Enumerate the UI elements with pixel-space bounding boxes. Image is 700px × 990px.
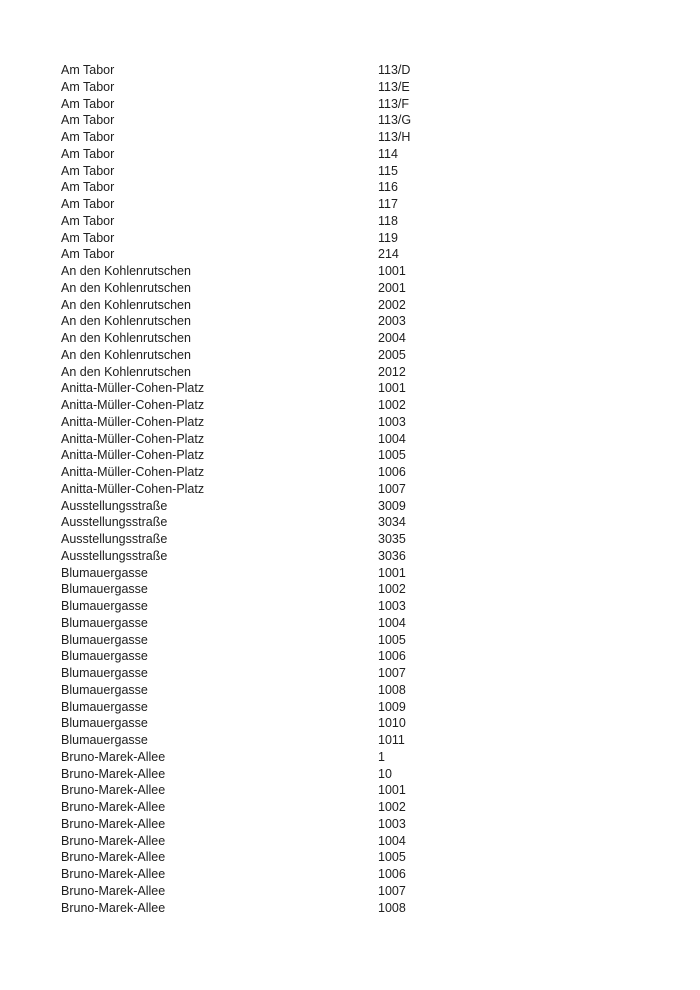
list-row <box>61 782 660 799</box>
street-name: Ausstellungsstraße <box>61 548 168 563</box>
street-name: Bruno-Marek-Allee <box>61 867 166 881</box>
street-name: Am Tabor <box>61 113 115 128</box>
house-number: 1006 <box>378 649 406 664</box>
list-row <box>61 112 660 129</box>
house-number: 1010 <box>378 716 406 731</box>
list-row <box>61 699 660 716</box>
house-number: 1003 <box>378 599 406 613</box>
house-number: 1009 <box>378 699 406 714</box>
street-name: An den Kohlenrutschen <box>61 314 191 329</box>
house-number: 113/F <box>378 96 410 111</box>
street-name: Blumauergasse <box>61 682 148 697</box>
street-name: Blumauergasse <box>61 649 148 664</box>
street-name: An den Kohlenrutschen <box>61 280 191 295</box>
street-name: Anitta-Müller-Cohen-Platz <box>61 398 205 412</box>
list-row <box>61 531 660 548</box>
house-number: 1004 <box>378 615 406 630</box>
house-number: 3009 <box>378 498 406 513</box>
street-name: Bruno-Marek-Allee <box>61 833 166 848</box>
house-number: 1002 <box>378 582 406 597</box>
list-row <box>61 849 660 866</box>
list-row <box>61 146 660 163</box>
street-name: Blumauergasse <box>61 615 148 630</box>
list-row <box>61 414 660 431</box>
list-row <box>61 96 660 113</box>
house-number: 115 <box>378 163 398 178</box>
list-row <box>61 263 660 280</box>
house-number: 1008 <box>378 682 406 697</box>
list-row <box>61 280 660 297</box>
list-row <box>61 732 660 749</box>
list-row <box>61 447 660 464</box>
list-row <box>61 129 660 146</box>
house-number: 1005 <box>378 632 406 647</box>
list-row <box>61 498 660 515</box>
house-number: 2003 <box>378 314 406 329</box>
house-number: 1005 <box>378 448 406 463</box>
list-row <box>61 766 660 783</box>
house-number: 1006 <box>378 465 406 479</box>
list-row <box>61 749 660 766</box>
street-name: Am Tabor <box>61 96 115 111</box>
street-name: Bruno-Marek-Allee <box>61 800 166 814</box>
street-name: Am Tabor <box>61 146 115 161</box>
house-number: 3034 <box>378 515 406 530</box>
street-name: Anitta-Müller-Cohen-Platz <box>61 414 205 429</box>
list-row <box>61 464 660 481</box>
list-row <box>61 682 660 699</box>
house-number: 1011 <box>378 733 405 747</box>
list-row <box>61 380 660 397</box>
house-number: 1 <box>378 749 385 764</box>
house-number: 114 <box>378 146 398 161</box>
street-name: Blumauergasse <box>61 582 148 597</box>
list-row <box>61 397 660 414</box>
house-number: 1007 <box>378 666 406 680</box>
list-row <box>61 163 660 180</box>
street-name: Bruno-Marek-Allee <box>61 883 166 898</box>
house-number: 1001 <box>378 565 406 580</box>
street-name: Blumauergasse <box>61 599 148 613</box>
list-row <box>61 330 660 347</box>
street-name: Am Tabor <box>61 213 115 228</box>
street-number-list <box>61 62 660 916</box>
house-number: 113/E <box>378 79 410 94</box>
house-number: 1007 <box>378 481 406 496</box>
street-name: An den Kohlenrutschen <box>61 297 191 312</box>
list-row <box>61 598 660 615</box>
street-name: An den Kohlenrutschen <box>61 264 191 278</box>
street-name: Anitta-Müller-Cohen-Platz <box>61 381 205 396</box>
list-row <box>61 364 660 381</box>
list-row <box>61 179 660 196</box>
list-row <box>61 883 660 900</box>
list-row <box>61 632 660 649</box>
house-number: 3036 <box>378 548 406 563</box>
street-name: Ausstellungsstraße <box>61 498 168 513</box>
house-number: 214 <box>378 247 399 262</box>
street-name: Am Tabor <box>61 130 115 144</box>
house-number: 1002 <box>378 398 406 412</box>
street-name: Am Tabor <box>61 197 115 211</box>
list-row <box>61 213 660 230</box>
house-number: 10 <box>378 766 392 781</box>
house-number: 1002 <box>378 800 406 814</box>
house-number: 1005 <box>378 850 406 865</box>
house-number: 1007 <box>378 883 406 898</box>
list-row <box>61 514 660 531</box>
list-row <box>61 648 660 665</box>
list-row <box>61 347 660 364</box>
list-row <box>61 799 660 816</box>
street-name: Bruno-Marek-Allee <box>61 783 166 798</box>
street-name: Am Tabor <box>61 63 115 77</box>
list-row <box>61 715 660 732</box>
house-number: 1001 <box>378 381 406 396</box>
list-row <box>61 230 660 247</box>
street-name: Anitta-Müller-Cohen-Platz <box>61 465 205 479</box>
house-number: 2005 <box>378 347 406 362</box>
street-name: Bruno-Marek-Allee <box>61 816 166 831</box>
street-name: An den Kohlenrutschen <box>61 347 191 362</box>
list-row <box>61 581 660 598</box>
street-name: Blumauergasse <box>61 632 148 647</box>
street-name: Ausstellungsstraße <box>61 515 168 530</box>
street-name: Anitta-Müller-Cohen-Platz <box>61 448 205 463</box>
house-number: 1008 <box>378 900 406 915</box>
house-number: 113/D <box>378 63 411 77</box>
list-row <box>61 297 660 314</box>
street-name: Ausstellungsstraße <box>61 532 168 546</box>
house-number: 3035 <box>378 532 406 546</box>
house-number: 1003 <box>378 414 406 429</box>
list-row <box>61 62 660 79</box>
house-number: 118 <box>378 213 398 228</box>
street-name: Anitta-Müller-Cohen-Platz <box>61 481 205 496</box>
list-row <box>61 548 660 565</box>
house-number: 1006 <box>378 867 406 881</box>
house-number: 1004 <box>378 431 406 446</box>
list-row <box>61 431 660 448</box>
list-row <box>61 900 660 917</box>
street-name: Blumauergasse <box>61 716 148 731</box>
house-number: 1001 <box>378 264 406 278</box>
street-name: Am Tabor <box>61 180 115 195</box>
house-number: 2001 <box>378 280 406 295</box>
street-name: Anitta-Müller-Cohen-Platz <box>61 431 205 446</box>
list-row <box>61 866 660 883</box>
street-name: Bruno-Marek-Allee <box>61 766 166 781</box>
street-name: Blumauergasse <box>61 666 148 680</box>
list-row <box>61 246 660 263</box>
street-name: Bruno-Marek-Allee <box>61 850 166 865</box>
house-number: 1001 <box>378 783 406 798</box>
house-number: 1003 <box>378 816 406 831</box>
house-number: 2012 <box>378 364 406 379</box>
street-name: Am Tabor <box>61 247 115 262</box>
house-number: 1004 <box>378 833 406 848</box>
list-row <box>61 196 660 213</box>
list-row <box>61 313 660 330</box>
street-name: Bruno-Marek-Allee <box>61 900 166 915</box>
street-name: Am Tabor <box>61 163 115 178</box>
list-row <box>61 833 660 850</box>
house-number: 113/H <box>378 130 411 144</box>
house-number: 119 <box>378 230 398 245</box>
house-number: 2004 <box>378 331 406 345</box>
street-name: Am Tabor <box>61 79 115 94</box>
street-name: Bruno-Marek-Allee <box>61 749 166 764</box>
list-row <box>61 481 660 498</box>
house-number: 117 <box>378 197 398 211</box>
list-row <box>61 615 660 632</box>
list-row <box>61 816 660 833</box>
street-name: Blumauergasse <box>61 733 148 747</box>
house-number: 2002 <box>378 297 406 312</box>
street-name: An den Kohlenrutschen <box>61 331 191 345</box>
street-name: Blumauergasse <box>61 699 148 714</box>
street-name: Blumauergasse <box>61 565 148 580</box>
list-row <box>61 79 660 96</box>
street-name: An den Kohlenrutschen <box>61 364 191 379</box>
house-number: 116 <box>378 180 398 195</box>
list-row <box>61 665 660 682</box>
street-name: Am Tabor <box>61 230 115 245</box>
house-number: 113/G <box>378 113 412 128</box>
list-row <box>61 565 660 582</box>
